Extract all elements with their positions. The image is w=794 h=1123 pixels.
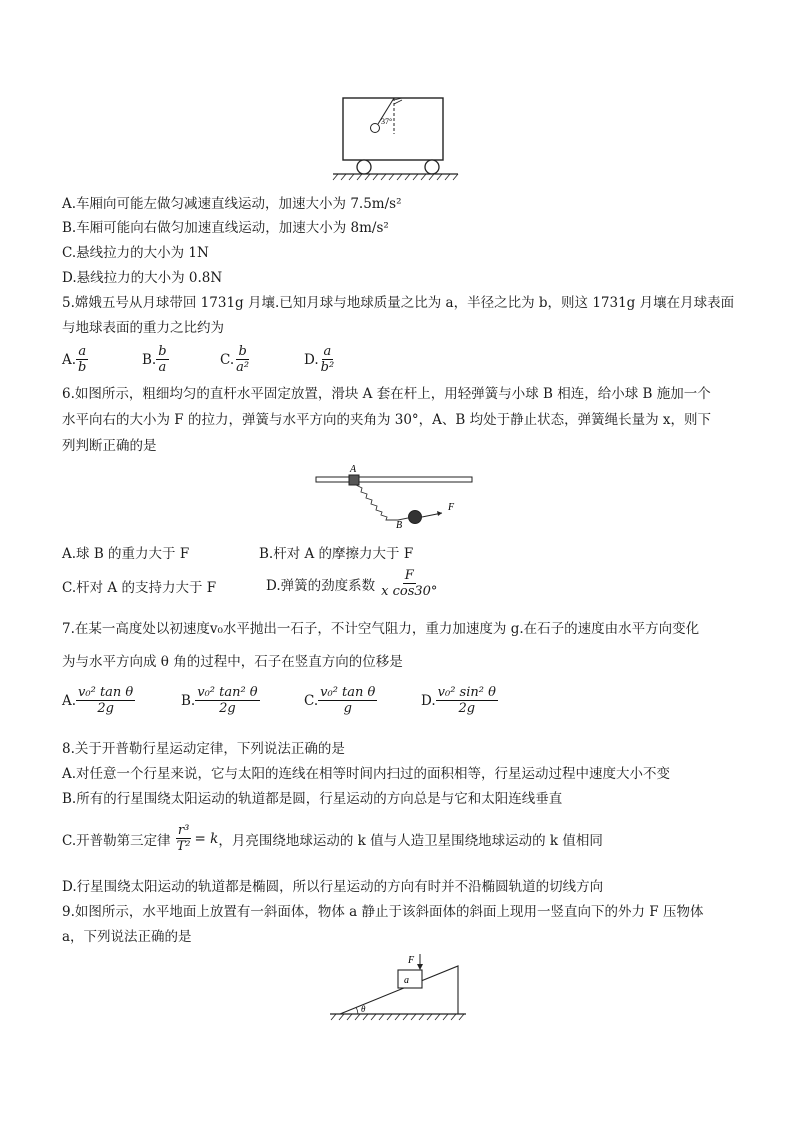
q7-stem-line1: 7.在某一高度处以初速度v₀水平抛出一石子，不计空气阻力，重力加速度为 g.在石子的速度由水平方向变化 xyxy=(62,621,700,637)
q5-stem-line2: 与地球表面的重力之比约为 xyxy=(62,320,224,336)
q9-stem-line1: 9.如图所示，水平地面上放置有一斜面体，物体 a 静止于该斜面体的斜面上现用一竖直向下的外力 F 压物体 xyxy=(62,904,704,920)
fraction: $\frac{\text{v₀² tan θ}}{g}$ xyxy=(320,685,376,716)
q4-option-d: D.悬线拉力的大小为 0.8N xyxy=(62,270,223,286)
label-a: A xyxy=(350,464,357,475)
label-f: F xyxy=(448,502,455,513)
q8-stem: 8.关于开普勒行星运动定律，下列说法正确的是 xyxy=(62,741,345,757)
q6-stem-line2: 水平向右的大小为 F 的拉力，弹簧与水平方向的夹角为 30°，A、B 均处于静止状态，弹簧绳长量为 x，则下 xyxy=(62,412,712,428)
q9-stem-line2: a，下列说法正确的是 xyxy=(62,929,192,945)
fraction: $\frac{\text{v₀² tan θ}}{2g}$ xyxy=(78,685,134,716)
q7-option-c: C. $\frac{\text{v₀² tan θ}}{g}$ xyxy=(304,685,376,716)
q6-stem-line3: 列判断正确的是 xyxy=(62,438,157,454)
q4-option-a: A.车厢向可能左做匀减速直线运动，加速大小为 7.5m/s² xyxy=(62,196,402,212)
q6-option-b: B.杆对 A 的摩擦力大于 F xyxy=(259,546,414,562)
cart-pendulum-figure xyxy=(330,94,460,186)
q6-option-c: C.杆对 A 的支持力大于 F xyxy=(62,580,217,596)
q7-option-a: A. $\frac{\text{v₀² tan θ}}{2g}$ xyxy=(62,685,134,716)
q5-option-c: C. $\frac{b}{\text{a²}}$ xyxy=(220,344,250,375)
fraction: $\frac{b}{\text{a²}}$ xyxy=(236,344,250,375)
q6-option-d: D.弹簧的劲度系数 $\frac{F}{\text{x cos30°}}$ xyxy=(266,568,438,599)
label-b: B xyxy=(396,520,403,530)
label-theta: θ xyxy=(361,1004,366,1014)
q8-option-d: D.行星围绕太阳运动的轨道都是椭圆，所以行星运动的方向有时并不沿椭圆轨道的切线方向 xyxy=(62,879,604,895)
q7-option-b: B. $\frac{\text{v₀² tan² θ}}{2g}$ xyxy=(181,685,258,716)
angle-label: 37° xyxy=(381,117,393,126)
q7-option-d: D. $\frac{\text{v₀² sin² θ}}{2g}$ xyxy=(421,685,496,716)
q8-option-a: A.对任意一个行星来说，它与太阳的连线在相等时间内扫过的面积相等，行星运动过程中速度大小不变 xyxy=(62,766,671,782)
fraction: $\frac{\text{v₀² tan² θ}}{2g}$ xyxy=(197,685,258,716)
q5-option-a: A. $\frac{a}{b}$ xyxy=(62,344,87,375)
label-a: a xyxy=(404,975,409,986)
q5-stem-line1: 5.嫦娥五号从月球带回 1731g 月壤.已知月球与地球质量之比为 a，半径之比为 b，则这 1731g 月壤在月球表面 xyxy=(62,295,735,311)
fraction: $\frac{a}{\text{b²}}$ xyxy=(320,344,335,375)
fraction: $\frac{b}{a}$ xyxy=(158,344,167,375)
fraction: $\frac{a}{b}$ xyxy=(78,344,87,375)
label-f: F xyxy=(408,955,415,966)
q6-option-a: A.球 B 的重力大于 F xyxy=(62,546,190,562)
fraction: $\frac{F}{\text{x cos30°}}$ xyxy=(381,568,438,599)
q8-option-b: B.所有的行星围绕太阳运动的轨道都是圆，行星运动的方向总是与它和太阳连线垂直 xyxy=(62,791,563,807)
q6-stem-line1: 6.如图所示，粗细均匀的直杆水平固定放置，滑块 A 套在杆上，用轻弹簧与小球 B 相连，给小球 B 施加一个 xyxy=(62,386,711,402)
q5-option-d: D. $\frac{a}{\text{b²}}$ xyxy=(304,344,335,375)
fraction: $\frac{\text{v₀² sin² θ}}{2g}$ xyxy=(437,685,496,716)
q5-option-b: B. $\frac{b}{a}$ xyxy=(142,344,167,375)
q8-option-c: C.开普勒第三定律 $\frac{\text{r³}}{\text{T²}}$ = k ，月亮围绕地球运动的 k 值与人造卫星围绕地球运动的 k 值相同 xyxy=(62,823,603,854)
fraction: $\frac{\text{r³}}{\text{T²}}$ xyxy=(176,823,191,854)
q4-option-c: C.悬线拉力的大小为 1N xyxy=(62,245,209,261)
spring-rod-figure xyxy=(312,462,478,530)
q4-option-b: B.车厢可能向右做匀加速直线运动，加速大小为 8m/s² xyxy=(62,220,389,236)
q7-stem-line2: 为与水平方向成 θ 角的过程中，石子在竖直方向的位移是 xyxy=(62,654,403,670)
incline-figure xyxy=(328,952,468,1026)
